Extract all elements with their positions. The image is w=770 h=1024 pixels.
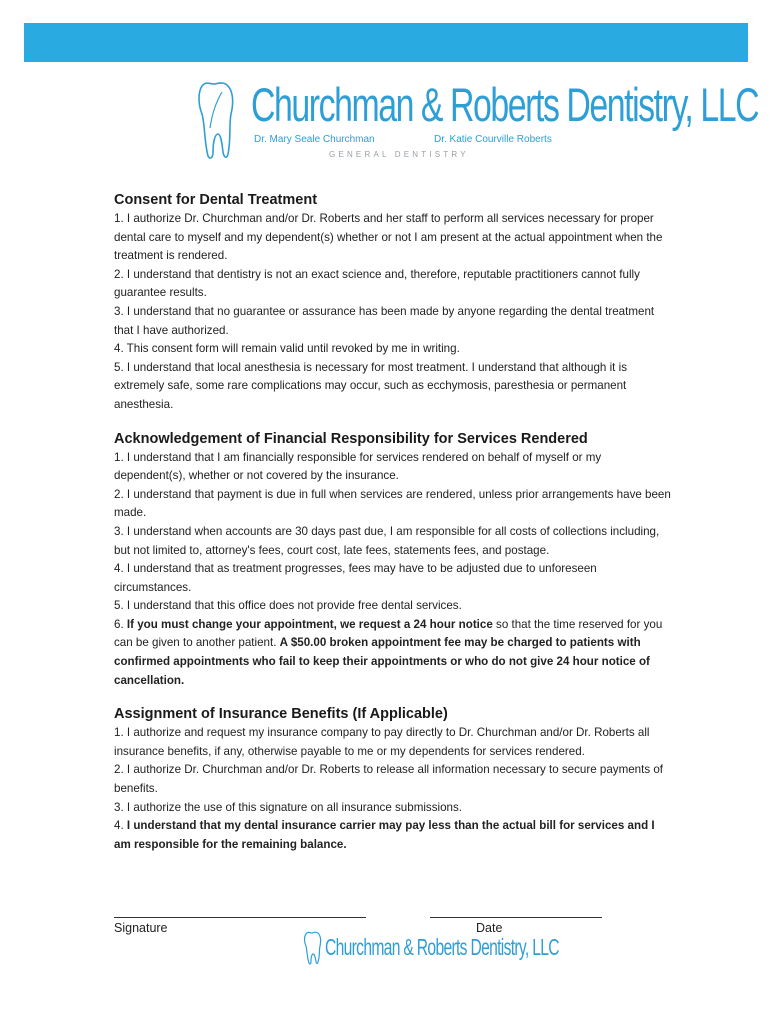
item6-bold-2: A $50.00 broken appointment fee may be charged to patients with confirmed appointments who fail to keep their appointments or who do not give 24 hour notice of cancellation. — [114, 636, 650, 687]
financial-item-4: 4. I understand that as treatment progresses, fees may have to be adjusted due to unforeseen circumstances. — [114, 562, 597, 594]
doctor-1: Dr. Mary Seale Churchman — [254, 134, 375, 145]
insurance-item-4 — [114, 817, 674, 854]
item6-normal: so that the time reserved for you can be given to another patient. — [114, 617, 663, 650]
footer-practice-name: Churchman & Roberts Dentistry, LLC — [325, 934, 559, 960]
footer-tooth-icon — [303, 930, 323, 966]
practice-logo — [196, 78, 759, 168]
consent-item-5: 5. I understand that local anesthesia is necessary for most treatment. I understand that although it is extremely safe, some rare complications may occur, such as ecchymosis, paresthesia or permanent anesthesia. — [114, 360, 627, 411]
consent-item-4: 4. This consent form will remain valid until revoked by me in writing. — [114, 342, 460, 356]
item4-bold: I understand that my dental insurance carrier may pay less than the actual bill for services and I am responsible for the remaining balance. — [114, 819, 655, 851]
date-label: Date — [476, 921, 503, 935]
header-bar — [24, 23, 748, 62]
financial-item-1: 1. I understand that I am financially responsible for services rendered on behalf of myself or my dependent(s), whether or not covered by the insurance. — [114, 450, 602, 483]
consent-heading: Consent for Dental Treatment — [114, 192, 318, 208]
item4-num: 4. — [114, 819, 127, 833]
consent-item-3: 3. I understand that no guarantee or assurance has been made by anyone regarding the dental treatment that I have authorized. — [114, 304, 655, 337]
doctor-names — [254, 134, 584, 145]
form-content — [114, 190, 674, 854]
practice-subtitle: GENERAL DENTISTRY — [329, 150, 469, 159]
footer-logo — [303, 928, 559, 968]
insurance-heading: Assignment of Insurance Benefits (If Applicable) — [114, 706, 448, 723]
item6-bold-1: If you must change your appointment, we request a 24 hour notice — [126, 617, 493, 631]
financial-item-2: 2. I understand that payment is due in full when services are rendered, unless prior arrangements have been made. — [114, 487, 671, 520]
financial-item-5: 5. I understand that this office does not provide free dental services. — [114, 599, 462, 613]
signature-line[interactable] — [114, 917, 366, 918]
consent-item-2: 2. I understand that dentistry is not an exact science and, therefore, reputable practitioners cannot fully guarantee results. — [114, 267, 640, 300]
financial-item-6 — [114, 616, 674, 690]
doctor-2: Dr. Katie Courville Roberts — [434, 134, 552, 145]
insurance-item-2: 2. I authorize Dr. Churchman and/or Dr. Roberts to release all information necessary to secure payments of benefits. — [114, 763, 664, 796]
item6-num: 6. — [114, 617, 127, 631]
signature-label: Signature — [114, 921, 168, 935]
practice-name: Churchman & Roberts Dentistry, LLC — [251, 78, 759, 131]
financial-heading: Acknowledgement of Financial Responsibility for Services Rendered — [114, 430, 588, 447]
financial-item-3: 3. I understand when accounts are 30 days past due, I am responsible for all costs of collections including, but not limited to, attorney's fees, court cost, late fees, statements fees, and postage. — [114, 524, 660, 557]
date-line[interactable] — [430, 917, 602, 918]
consent-item-1: 1. I authorize Dr. Churchman and/or Dr. Roberts and her staff to perform all services necessary for proper dental care to myself and my dependent(s) whether or not I am present at the actual appointment when the treatment is rendered. — [114, 212, 663, 263]
insurance-item-1: 1. I authorize and request my insurance company to pay directly to Dr. Churchman and/or Dr. Roberts all insurance benefits, if any, otherwise payable to me or my dependents for services rendered. — [114, 726, 650, 758]
tooth-icon — [196, 78, 236, 162]
insurance-item-3: 3. I authorize the use of this signature on all insurance submissions. — [114, 800, 463, 814]
